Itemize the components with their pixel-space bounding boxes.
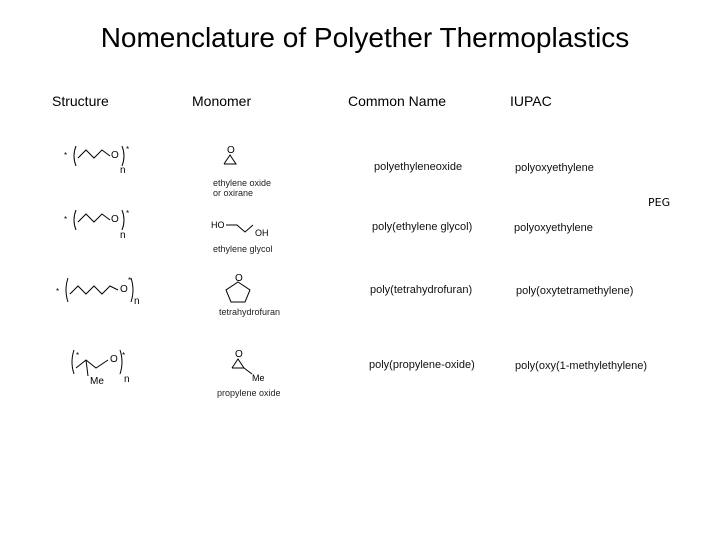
common-name: polyethyleneoxide bbox=[374, 161, 463, 173]
star-left: * bbox=[76, 351, 80, 360]
iupac-name: polyoxyethylene bbox=[514, 222, 593, 234]
oxygen-atom: O bbox=[235, 273, 243, 284]
common-name: poly(tetrahydrofuran) bbox=[370, 284, 473, 296]
monomer-label: ethylene glycol bbox=[213, 244, 273, 254]
monomer-ethylene-oxide bbox=[218, 144, 258, 174]
star-right: * bbox=[126, 209, 130, 218]
subscript-n: n bbox=[120, 165, 126, 176]
structure-pthf bbox=[56, 270, 146, 310]
star-right: * bbox=[122, 351, 126, 360]
oxygen-atom: O bbox=[120, 284, 128, 295]
monomer-label-alt: or oxirane bbox=[213, 188, 254, 198]
monomer-label: tetrahydrofuran bbox=[219, 307, 281, 317]
structure-peg bbox=[64, 204, 144, 244]
common-name: poly(propylene-oxide) bbox=[369, 359, 475, 371]
common-name: poly(ethylene glycol) bbox=[372, 221, 473, 233]
header-iupac: IUPAC bbox=[510, 93, 552, 109]
hydroxyl-right: OH bbox=[255, 228, 269, 238]
oxygen-atom: O bbox=[110, 354, 118, 365]
iupac-name: polyoxyethylene bbox=[515, 162, 594, 174]
star-left: * bbox=[64, 151, 68, 160]
iupac-name: poly(oxy(1-methylethylene) bbox=[515, 360, 648, 372]
monomer-label: propylene oxide bbox=[217, 388, 281, 398]
subscript-n: n bbox=[124, 374, 130, 385]
oxygen-atom: O bbox=[227, 145, 235, 156]
oxygen-atom: O bbox=[111, 150, 119, 161]
subscript-n: n bbox=[134, 296, 140, 307]
star-left: * bbox=[64, 215, 68, 224]
header-monomer: Monomer bbox=[192, 93, 252, 109]
slide-title: Nomenclature of Polyether Thermoplastics bbox=[100, 22, 630, 53]
star-right: * bbox=[126, 145, 130, 154]
header-structure: Structure bbox=[52, 93, 109, 109]
monomer-label: ethylene oxide bbox=[213, 178, 272, 188]
structure-ppo bbox=[66, 346, 146, 390]
oxygen-atom: O bbox=[235, 349, 243, 360]
star-left: * bbox=[56, 287, 60, 296]
header-common-name: Common Name bbox=[348, 93, 447, 109]
subscript-n: n bbox=[120, 230, 126, 241]
peg-annotation: PEG bbox=[648, 196, 671, 209]
monomer-propylene-oxide bbox=[224, 346, 274, 386]
oxygen-atom: O bbox=[111, 214, 119, 225]
structure-peo bbox=[64, 140, 144, 180]
methyl-group: Me bbox=[90, 376, 104, 387]
hydroxyl-left: HO bbox=[211, 220, 225, 230]
methyl-group: Me bbox=[252, 373, 265, 383]
monomer-tetrahydrofuran bbox=[222, 272, 262, 307]
iupac-name: poly(oxytetramethylene) bbox=[516, 285, 634, 297]
star-right: * bbox=[128, 276, 132, 285]
